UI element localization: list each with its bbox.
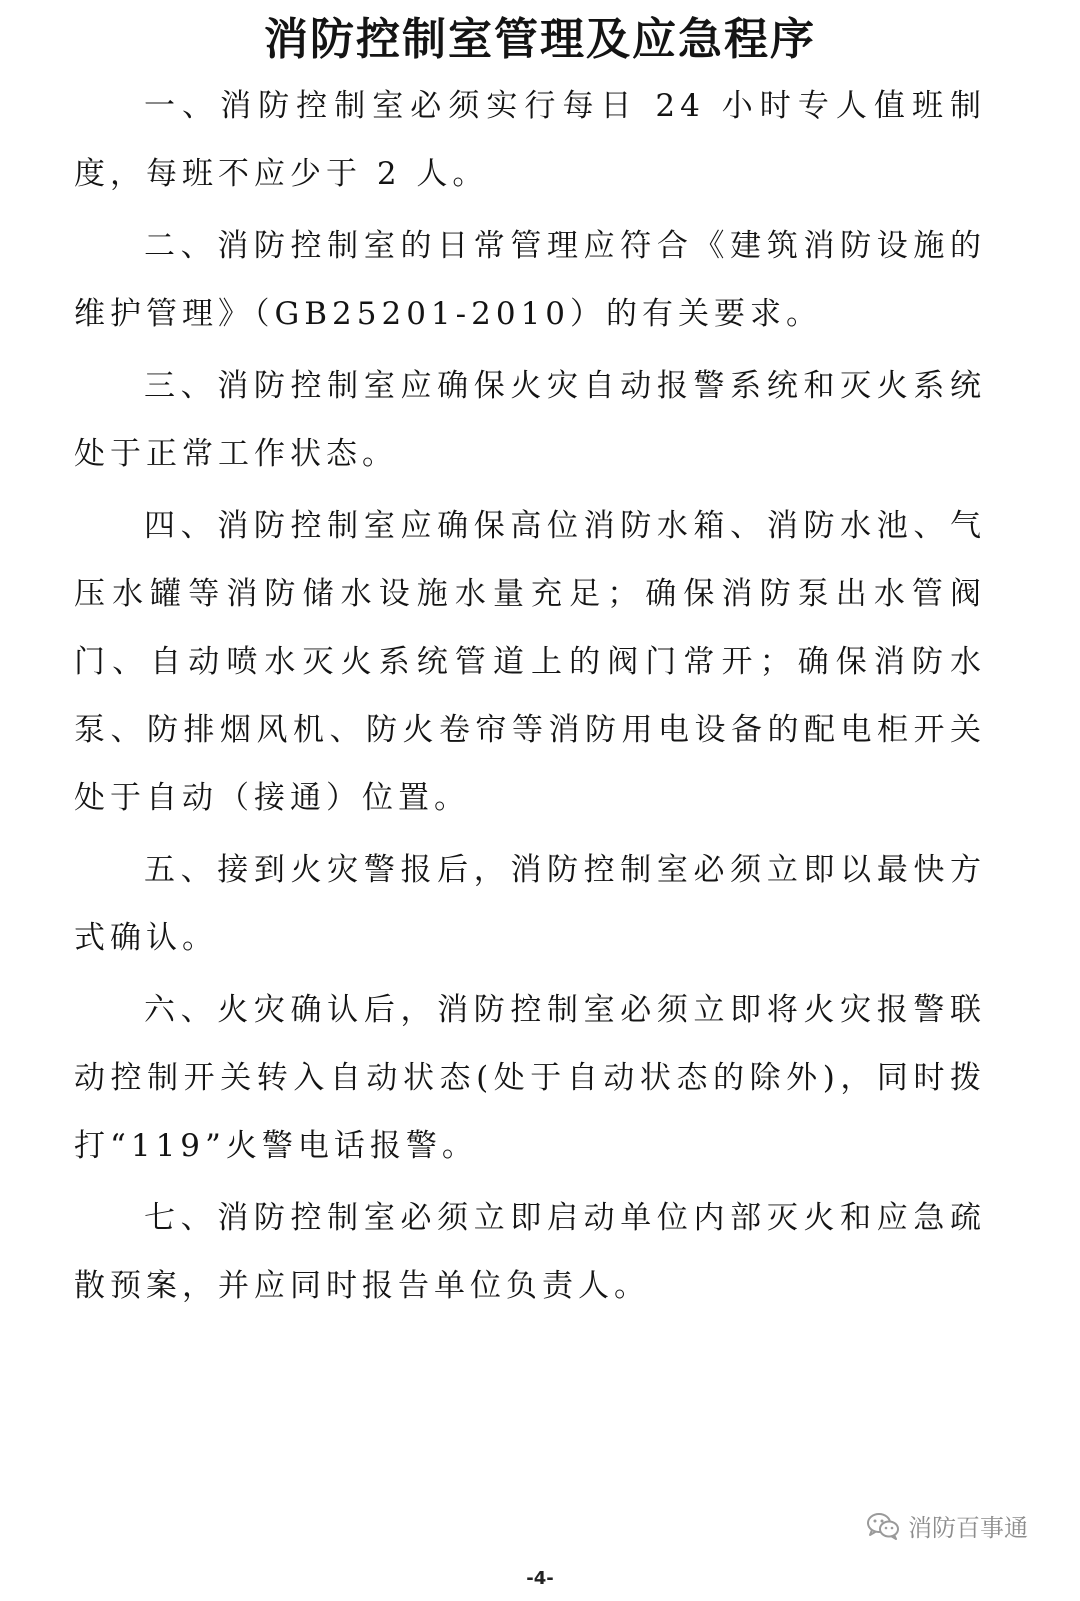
watermark (866, 1508, 1028, 1543)
document-title: 消防控制室管理及应急程序 (264, 14, 816, 65)
clause-5: 五、接到火灾警报后，消防控制室必须立即以最快方式确认。 (74, 852, 986, 956)
clause-list (74, 72, 986, 1324)
clause-7: 七、消防控制室必须立即启动单位内部灭火和应急疏散预案，并应同时报告单位负责人。 (74, 1200, 986, 1304)
clause-2: 二、消防控制室的日常管理应符合《建筑消防设施的维护管理》（GB25201-2010）的有关要求。 (74, 228, 986, 332)
wechat-icon (866, 1512, 900, 1540)
page-number: -4- (526, 1568, 554, 1589)
clause-3: 三、消防控制室应确保火灾自动报警系统和灭火系统处于正常工作状态。 (74, 368, 986, 472)
clause-6: 六、火灾确认后，消防控制室必须立即将火灾报警联动控制开关转入自动状态(处于自动状态的除外)，同时拨打“119”火警电话报警。 (74, 992, 986, 1164)
clause-4: 四、消防控制室应确保高位消防水箱、消防水池、气压水罐等消防储水设施水量充足；确保消防泵出水管阀门、自动喷水灭火系统管道上的阀门常开；确保消防水泵、防排烟风机、防火卷帘等消防用电设备的配电柜开关处于自动（接通）位置。 (74, 508, 986, 816)
watermark-text: 消防百事通 (908, 1514, 1028, 1542)
clause-1: 一、消防控制室必须实行每日 24 小时专人值班制度，每班不应少于 2 人。 (74, 88, 986, 192)
